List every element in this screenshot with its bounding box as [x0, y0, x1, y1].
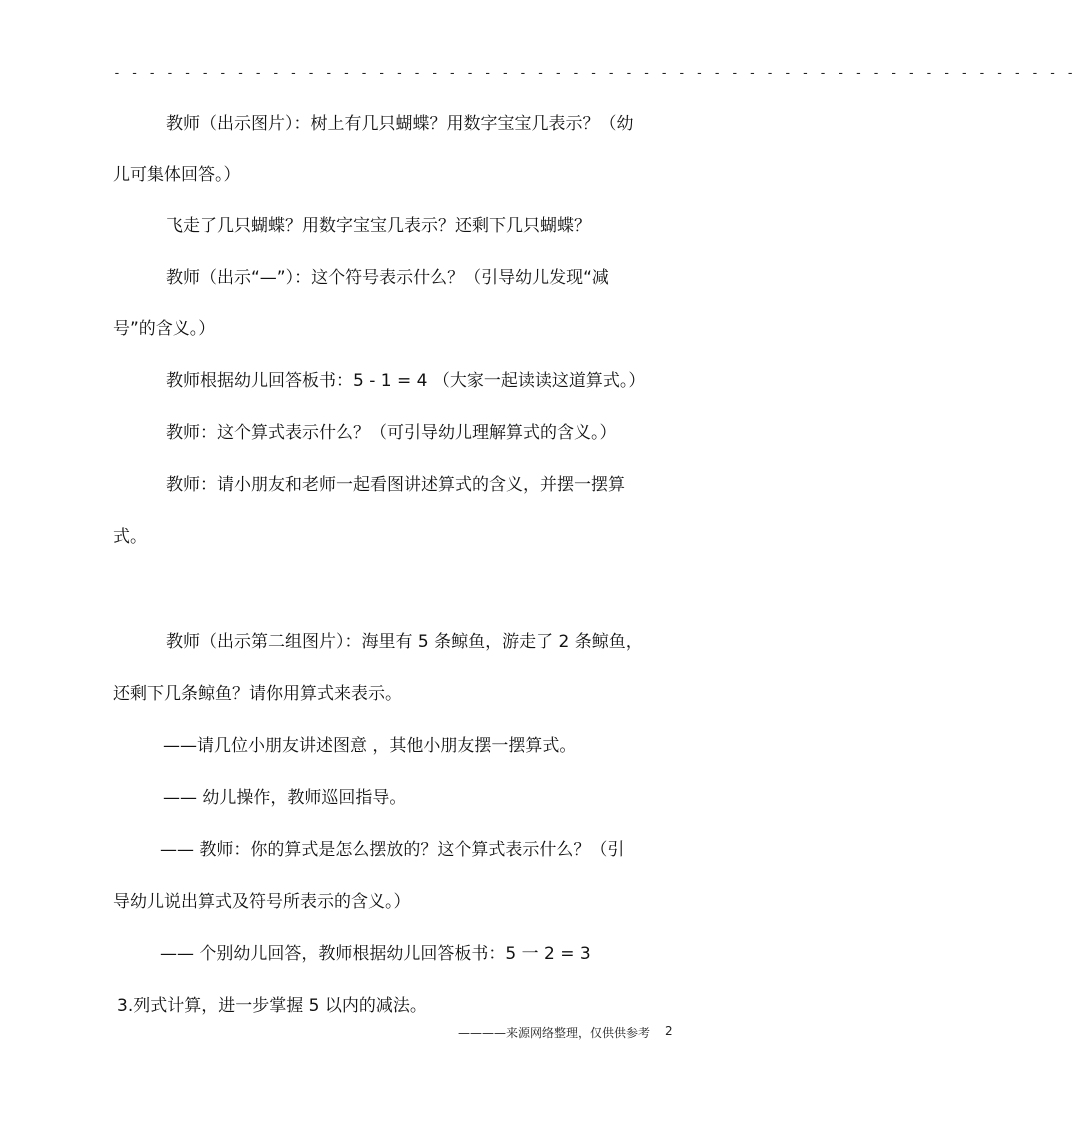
body-line-7: 教师：这个算式表示什么？（可引导幼儿理解算式的含义。）: [166, 423, 617, 443]
body-line-2: 儿可集体回答。）: [113, 165, 241, 185]
body-line-17: 3.列式计算，进一步掌握 5 以内的减法。: [117, 996, 427, 1016]
footer-source-note: ————来源网络整理，仅供供参考: [458, 1026, 651, 1040]
body-line-1: 教师（出示图片）：树上有几只蝴蝶？用数字宝宝几表示？（幼: [166, 114, 634, 134]
body-line-10: 教师（出示第二组图片）：海里有 5 条鲸鱼，游走了 2 条鲸鱼，: [166, 632, 643, 652]
body-line-14: —— 教师：你的算式是怎么摆放的？这个算式表示什么？（引: [160, 840, 625, 860]
body-line-13: —— 幼儿操作，教师巡回指导。: [163, 788, 407, 808]
body-line-4: 教师（出示“—”）：这个符号表示什么？（引导幼儿发现“减: [166, 268, 609, 288]
body-line-12: ——请几位小朋友讲述图意 ，其他小朋友摆一摆算式。: [163, 736, 577, 756]
body-line-11: 还剩下几条鲸鱼？请你用算式来表示。: [113, 684, 402, 704]
body-line-16: —— 个别幼儿回答，教师根据幼儿回答板书：5 一 2 = 3: [160, 944, 591, 964]
header-dashed-rule: - - - - - - - - - - - - - - - - - - - - - - - - - - - - - - - - - - - - - - - - - - - - - - - - - - - - - - -: [113, 66, 1075, 81]
body-line-8: 教师：请小朋友和老师一起看图讲述算式的含义，并摆一摆算: [166, 475, 625, 495]
body-line-15: 导幼儿说出算式及符号所表示的含义。）: [113, 892, 411, 912]
body-line-3: 飞走了几只蝴蝶？用数字宝宝几表示？还剩下几只蝴蝶？: [166, 216, 591, 236]
body-line-9: 式。: [113, 527, 147, 547]
body-line-5: 号”的含义。）: [113, 319, 216, 339]
page-number: 2: [665, 1024, 673, 1038]
body-line-6: 教师根据幼儿回答板书：5 - 1 = 4 （大家一起读读这道算式。）: [166, 371, 646, 391]
